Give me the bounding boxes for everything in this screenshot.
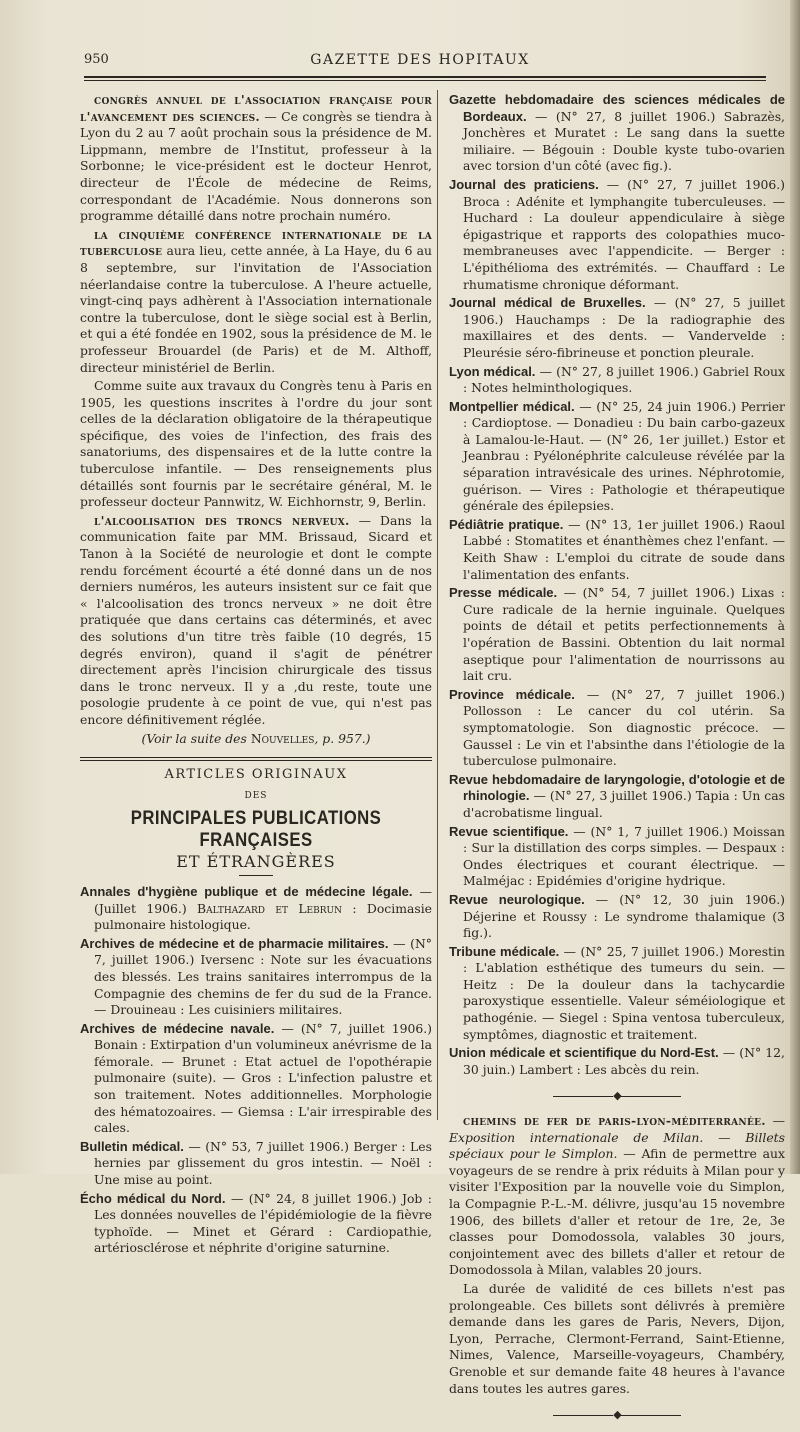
publication-entry: Gazette hebdomadaire des sciences médicales de Bordeaux. — (N° 27, 8 juillet 1906.) Sabrazès, Jonchères et Muratet : Le sang dans la suette miliaire. — Bégouin : Double kyste tubo-ovarien avec torsion d'un côté (avec fig.). — [449, 92, 785, 174]
running-header — [80, 42, 760, 68]
section-heading-sub: ET ÉTRANGÈRES — [176, 852, 336, 872]
news-railway: chemins de fer de paris-lyon-méditerranée. — Exposition internationale de Milan. — Billets spéciaux pour le Simplon. — Afin de permettre aux voyageurs de se rendre à prix réduits à Milan pour y visiter l'Exposition par la nouvelle voie du Simplon, la Compagnie P.-L.-M. délivre, jusqu'au 15 novembre 1906, des billets d'aller et retour de 1re, 2e, 3e classes pour Domodossola, valables 30 jours, conjointement avec des billets d'aller et retour de Domodossola à Milan, valables 20 jours. — [449, 1113, 785, 1278]
page-number: 950 — [84, 52, 109, 67]
right-column — [449, 92, 785, 1432]
news-tuberculose: la cinquième conférence internationale de la tuberculose aura lieu, cette année, à La Haye, du 6 au 8 septembre, sur l'invitation de l'Association néerlandaise contre la tuberculose. A l'heure actuelle, vingt-cinq pays adhèrent à l'Association internationale contre la tuberculose, dont le siège social est à Berlin, et qui a été fondée en 1902, sous la présidence de M. le professeur Brouardel (de Paris) et de M. Althoff, directeur ministériel de Berlin. — [80, 226, 432, 375]
publication-entry: Écho médical du Nord. — (N° 24, 8 juillet 1906.) Job : Les données nouvelles de l'épidémiologie de la fièvre typhoïde. — Minet et Gérard : Cardiopathie, artériosclérose et néphrite d'origine saturnine. — [80, 1190, 432, 1256]
publication-entry: Revue neurologique. — (N° 12, 30 juin 1906.) Déjerine et Roussy : Le syndrome thalamique (3 fig.). — [449, 891, 785, 941]
header-rule-thin — [84, 80, 766, 81]
news-congres: congrès annuel de l'association française pour l'avancement des sciences. — Ce congrès se tiendra à Lyon du 2 au 7 août prochain sous la présidence de M. Lippmann, membre de l'Institut, professeur à la Sorbonne; le vice-président est le docteur Henrot, directeur de l'École de médecine de Reims, correspondant de l'Académie. Nous donnerons son programme détaillé dans notre prochain numéro. — [80, 92, 432, 224]
column-separator — [437, 90, 438, 1120]
section-heading-main: PRINCIPALES PUBLICATIONS FRANÇAISES — [130, 808, 382, 852]
publication-entry: Revue scientifique. — (N° 1, 7 juillet 1906.) Moissan : Sur la distillation des corps simples. — Despaux : Ondes électriques et courant électrique. — Malméjac : Epidémies d'origine hydrique. — [449, 823, 786, 889]
publication-entry: Province médicale. — (N° 27, 7 juillet 1906.) Pollosson : Le cancer du col utérin. Sa symptomatologie. Son diagnostic précoce. — Gaussel : Le vin et l'absinthe dans l'étiologie de la tuberculose pulmonaire. — [449, 686, 786, 769]
see-also-reference: (Voir la suite des Nouvelles, p. 957.) — [141, 730, 371, 746]
ornament-divider-end: ◆ — [449, 1407, 785, 1424]
publication-entry: Tribune médicale. — (N° 25, 7 juillet 1906.) Morestin : L'ablation esthétique des tumeurs du sein. — Heitz : De la douleur dans la tachycardie paroxystique essentielle. Valeur séméiologique et pathogénie. — Siegel : Spina ventosa tuberculeux, symptômes, diagnostic et traitement. — [449, 943, 785, 1042]
publication-entry: Archives de médecine navale. — (N° 7, juillet 1906.) Bonain : Extirpation d'un volumineux anévrisme de la fémorale. — Brunet : Etat actuel de l'opothérapie pulmonaire (suite). — Gros : L'infection palustre et son traitement. Notes additionnelles. Morphologie des hématozoaires. — Giemsa : L'air irrespirable des cales. — [80, 1020, 432, 1136]
publication-entry: Bulletin médical. — (N° 53, 7 juillet 1906.) Berger : Les hernies par glissement du gros intestin. — Noël : Une mise au point. — [80, 1138, 432, 1188]
news-alcoolisation: l'alcoolisation des troncs nerveux. — Dans la communication faite par MM. Brissaud, Sicard et Tanon à la Société de neurologie et dont le compte rendu forcément écourté a été donné dans un de nos derniers numéros, les auteurs insistent sur ce fait que « l'alcoolisation des troncs nerveux » ne doit être pratiquée que dans certains cas déterminés, et avec des solutions d'un titre très faible (10 degrés, 15 degrés environ), quand il s'agit de pénétrer directement après l'incision chirurgicale des tissus dans le tronc nerveux. Il y a ,du reste, toute une posologie prudente à ce point de vue, qui n'est pas encore définitivement réglée. — [80, 512, 432, 727]
short-rule — [239, 875, 273, 876]
publication-entry: Presse médicale. — (N° 54, 7 juillet 1906.) Lixas : Cure radicale de la hernie inguinale. Quelques points de détail et petits perfectionnements à l'opération de Bassini. Obtention du lait normal aseptique pour l'alimentation de nourrissons au lait cru. — [449, 585, 785, 684]
news-tuberculose-cont: Comme suite aux travaux du Congrès tenu à Paris en 1905, les questions inscrites à l'ordre du jour sont celles de la déclaration obligatoire de la thérapeutique spécifique, des voies de l'infection, des frais des sanatoriums, des dispensaires et de la lutte contre la tuberculose infantile. — Des renseignements plus détaillés sont fournis par le secrétaire général, M. le professeur docteur Pannwitz, W. Eichhornstr, 9, Berlin. — [80, 378, 432, 510]
publication-entry: Pédiâtrie pratique. — (N° 13, 1er juillet 1906.) Raoul Labbé : Stomatites et énanthèmes chez l'enfant. — Keith Shaw : L'emploi du citrate de soude dans l'alimentation des enfants. — [449, 516, 785, 582]
publication-entry: Revue hebdomadaire de laryngologie, d'otologie et de rhinologie. — (N° 27, 3 juillet 1906.) Tapia : Un cas d'acrobatisme lingual. — [449, 771, 785, 820]
header-rule-thick — [84, 76, 766, 78]
journal-title: GAZETTE DES HOPITAUX — [310, 52, 530, 68]
book-spine-shadow — [790, 0, 800, 1174]
section-des: DES — [244, 790, 268, 801]
section-title: ARTICLES ORIGINAUX — [164, 767, 348, 783]
left-column — [80, 92, 432, 1259]
publication-entry: Archives de médecine et de pharmacie militaires. — (N° 7, juillet 1906.) Iversenc : Note sur les évacuations des blessés. Les trains sanitaires interrompus de la Compagnie des chemins de fer du sud de la France. — Drouineau : Les cuisiniers militaires. — [80, 935, 432, 1018]
publication-entry: Annales d'hygiène publique et de médecine légale. — (Juillet 1906.) Balthazard et Lebrun : Docimasie pulmonaire histologique. — [80, 883, 433, 933]
ornament-divider: ◆ — [449, 1088, 785, 1105]
publication-entry: Lyon médical. — (N° 27, 8 juillet 1906.) Gabriel Roux : Notes helminthologiques. — [449, 363, 786, 396]
section-divider — [80, 757, 432, 761]
news-railway-cont: La durée de validité de ces billets n'est pas prolongeable. Ces billets sont délivrés à première demande dans les gares de Paris, Nevers, Dijon, Lyon, Perrache, Clermont-Ferrand, Saint-Etienne, Nimes, Valence, Marseille-voyageurs, Chambéry, Grenoble et sur demande faite 48 heures à l'avance dans toutes les autres gares. — [449, 1280, 785, 1396]
publication-entry: Union médicale et scientifique du Nord-Est. — (N° 12, 30 juin.) Lambert : Les abcès du rein. — [449, 1045, 785, 1077]
publication-entry: Journal médical de Bruxelles. — (N° 27, 5 juillet 1906.) Hauchamps : De la radiographie des maxillaires et des dents. — Vandervelde : Pleurésie séro-fibrineuse et ponction pleurale. — [449, 295, 785, 360]
publication-entry: Journal des praticiens. — (N° 27, 7 juillet 1906.) Broca : Adénite et lymphangite tuberculeuses. — Huchard : La douleur appendiculaire à siège épigastrique et rapports des colopathies muco-membraneuses avec l'appendicite. — Berger : L'épithélioma des extrémités. — Chauffard : Le rhumatisme chronique déformant. — [449, 176, 785, 292]
publication-entry: Montpellier médical. — (N° 25, 24 juin 1906.) Perrier : Cardioptose. — Donadieu : Du bain carbo-gazeux à Lamalou-le-Haut. — (N° 26, 1er juillet.) Estor et Jeanbrau : Pyélonéphrite calculeuse révélée par la séparation intravésicale des urines. Néphrotomie, guérison. — Vires : Pathologie et thérapeutique générale des épilepsies. — [449, 398, 785, 514]
